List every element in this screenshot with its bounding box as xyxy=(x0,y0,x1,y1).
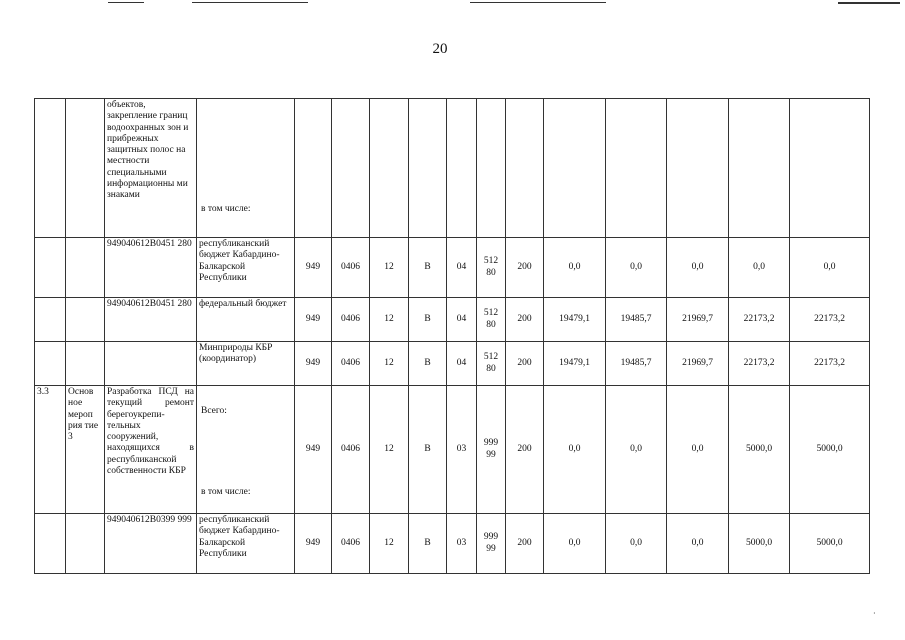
cell-pgp: В xyxy=(409,298,447,342)
cell-vr: 200 xyxy=(506,342,544,386)
cell-v3 xyxy=(667,99,729,238)
cell-rz: 0406 xyxy=(332,298,370,342)
cell-v2: 0,0 xyxy=(606,238,667,298)
cell-grbs xyxy=(295,99,332,238)
cell-v4 xyxy=(729,99,790,238)
cell-gp xyxy=(370,99,409,238)
cell-grbs: 949 xyxy=(295,386,332,514)
cell-nr: 512 80 xyxy=(477,342,506,386)
source-stack xyxy=(201,406,290,498)
source-total: Всего: xyxy=(201,406,227,416)
cell-num xyxy=(35,99,66,238)
cell-v1: 19479,1 xyxy=(544,342,606,386)
cell-grbs: 949 xyxy=(295,514,332,574)
cell-v1: 0,0 xyxy=(544,238,606,298)
cell-kind xyxy=(66,238,105,298)
cell-v4: 5000,0 xyxy=(729,514,790,574)
cell-gp: 12 xyxy=(370,342,409,386)
cell-v1 xyxy=(544,99,606,238)
cell-pgp: В xyxy=(409,514,447,574)
cell-v2: 19485,7 xyxy=(606,298,667,342)
cell-v5: 5000,0 xyxy=(790,514,870,574)
header-rule-3 xyxy=(470,2,606,3)
cell-rz: 0406 xyxy=(332,514,370,574)
cell-name: объектов, закрепление границ водоохранных зон и прибрежных защитных полос на местности специальными информационны ми знаками xyxy=(105,99,197,238)
cell-nr: 999 99 xyxy=(477,386,506,514)
cell-v5: 22173,2 xyxy=(790,342,870,386)
cell-v5: 22173,2 xyxy=(790,298,870,342)
cell-rz: 0406 xyxy=(332,238,370,298)
cell-rz xyxy=(332,99,370,238)
cell-source: федеральный бюджет xyxy=(197,298,295,342)
cell-v5: 0,0 xyxy=(790,238,870,298)
cell-om: 03 xyxy=(447,386,477,514)
cell-gp: 12 xyxy=(370,238,409,298)
cell-name: 949040612В0451 280 xyxy=(105,238,197,298)
cell-v3: 0,0 xyxy=(667,386,729,514)
cell-v2: 0,0 xyxy=(606,386,667,514)
header-rule-2 xyxy=(192,2,308,3)
cell-om: 03 xyxy=(447,514,477,574)
cell-v2 xyxy=(606,99,667,238)
cell-kind xyxy=(66,298,105,342)
table-row xyxy=(35,99,870,238)
cell-v4: 0,0 xyxy=(729,238,790,298)
cell-pgp: В xyxy=(409,238,447,298)
cell-v1: 0,0 xyxy=(544,386,606,514)
cell-grbs: 949 xyxy=(295,238,332,298)
cell-v4: 5000,0 xyxy=(729,386,790,514)
cell-om: 04 xyxy=(447,342,477,386)
cell-num xyxy=(35,238,66,298)
cell-v3: 0,0 xyxy=(667,514,729,574)
table-row xyxy=(35,386,870,514)
cell-v1: 0,0 xyxy=(544,514,606,574)
cell-pgp xyxy=(409,99,447,238)
cell-v3: 21969,7 xyxy=(667,298,729,342)
cell-gp: 12 xyxy=(370,514,409,574)
cell-om: 04 xyxy=(447,238,477,298)
table-row xyxy=(35,342,870,386)
cell-nr: 512 80 xyxy=(477,238,506,298)
cell-num xyxy=(35,298,66,342)
cell-v4: 22173,2 xyxy=(729,342,790,386)
budget-table xyxy=(34,98,870,574)
cell-source xyxy=(197,386,295,514)
cell-rz: 0406 xyxy=(332,386,370,514)
header-rule-1 xyxy=(108,2,144,3)
header-rule-4 xyxy=(838,2,900,4)
cell-gp: 12 xyxy=(370,298,409,342)
cell-name: Разработка ПСД на текущий ремонт берегоукрепи-тельных сооружений, находящихся в республиканской собственности КБР xyxy=(105,386,197,514)
cell-nr: 999 99 xyxy=(477,514,506,574)
cell-om: 04 xyxy=(447,298,477,342)
cell-v5 xyxy=(790,99,870,238)
cell-v3: 0,0 xyxy=(667,238,729,298)
cell-num xyxy=(35,514,66,574)
table-row xyxy=(35,514,870,574)
cell-num xyxy=(35,342,66,386)
cell-kind xyxy=(66,342,105,386)
cell-name: 949040612В0399 999 xyxy=(105,514,197,574)
cell-vr: 200 xyxy=(506,514,544,574)
source-including: в том числе: xyxy=(201,486,251,497)
cell-kind xyxy=(66,514,105,574)
cell-nr xyxy=(477,99,506,238)
cell-v3: 21969,7 xyxy=(667,342,729,386)
source-text: в том числе: xyxy=(201,203,251,214)
scan-mark: · xyxy=(873,609,876,618)
cell-grbs: 949 xyxy=(295,342,332,386)
cell-vr: 200 xyxy=(506,298,544,342)
cell-vr: 200 xyxy=(506,386,544,514)
page-number: 20 xyxy=(432,41,448,57)
cell-source: Минприроды КБР (координатор) xyxy=(197,342,295,386)
cell-v5: 5000,0 xyxy=(790,386,870,514)
cell-nr: 512 80 xyxy=(477,298,506,342)
cell-source xyxy=(197,99,295,238)
cell-grbs: 949 xyxy=(295,298,332,342)
cell-om xyxy=(447,99,477,238)
cell-source: республиканский бюджет Кабардино-Балкарской Республики xyxy=(197,514,295,574)
cell-v4: 22173,2 xyxy=(729,298,790,342)
cell-kind xyxy=(66,99,105,238)
table-row xyxy=(35,298,870,342)
cell-kind: Основ ное мероп рия тие 3 xyxy=(66,386,105,514)
cell-pgp: В xyxy=(409,342,447,386)
cell-name xyxy=(105,342,197,386)
cell-source: республиканский бюджет Кабардино-Балкарской Республики xyxy=(197,238,295,298)
cell-v1: 19479,1 xyxy=(544,298,606,342)
cell-vr xyxy=(506,99,544,238)
cell-rz: 0406 xyxy=(332,342,370,386)
cell-vr: 200 xyxy=(506,238,544,298)
table-row xyxy=(35,238,870,298)
cell-pgp: В xyxy=(409,386,447,514)
cell-num: 3.3 xyxy=(35,386,66,514)
cell-v2: 19485,7 xyxy=(606,342,667,386)
cell-gp: 12 xyxy=(370,386,409,514)
cell-name: 949040612В0451 280 xyxy=(105,298,197,342)
cell-v2: 0,0 xyxy=(606,514,667,574)
